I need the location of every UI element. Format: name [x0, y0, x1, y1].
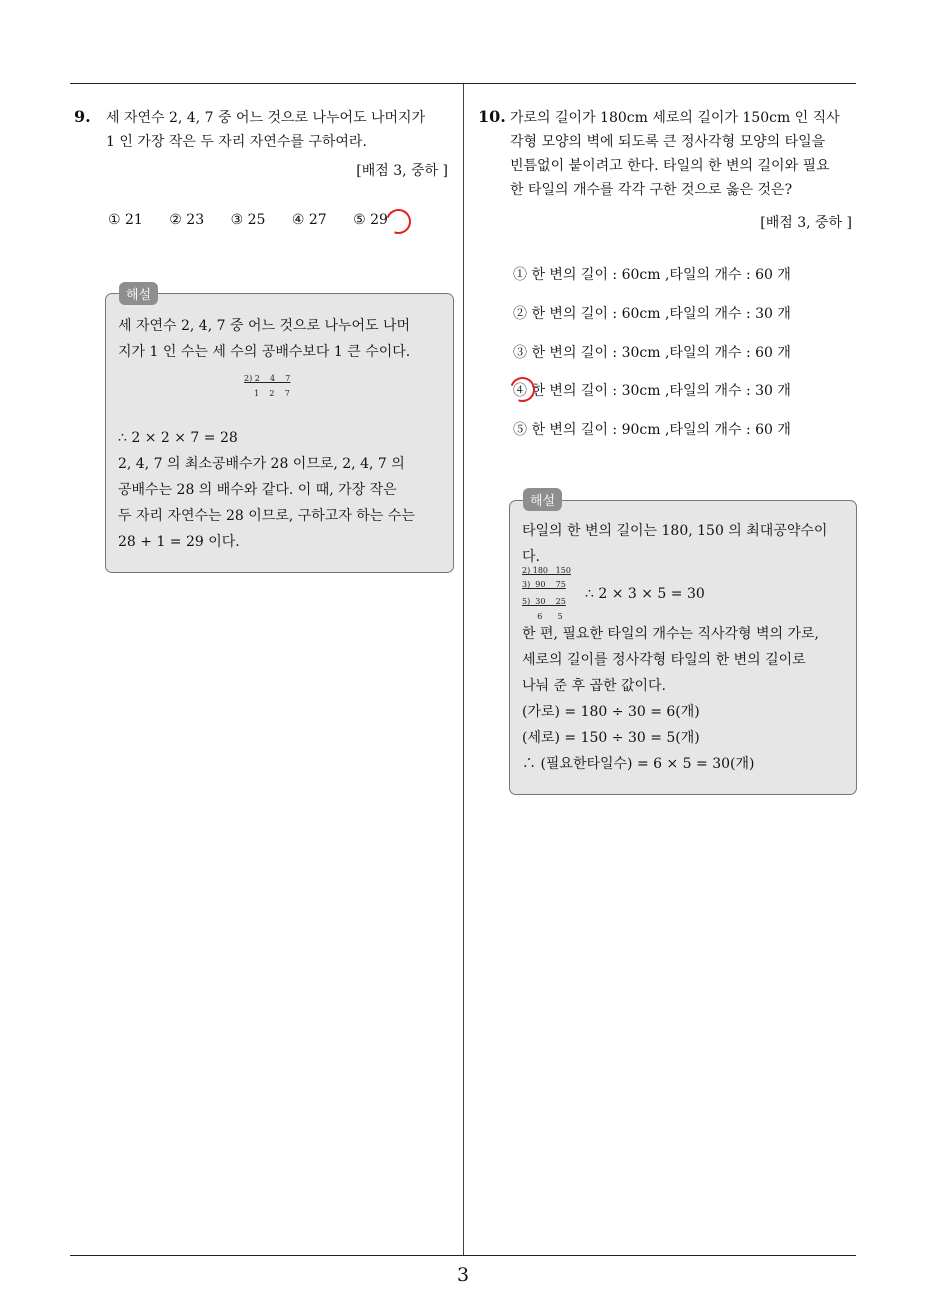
- q9-explanation-text-bottom: [118, 425, 448, 555]
- q9-choice-3[interactable]: ③ 25: [230, 212, 266, 228]
- q10-answer-circle-icon: [506, 373, 539, 406]
- q9-exp-line-5: 공배수는 28 의 배수와 같다. 이 때, 가장 작은: [118, 482, 397, 498]
- q10-number: 10.: [478, 107, 506, 126]
- q10-gcd-result: ∴ 2 × 3 × 5 = 30: [585, 586, 705, 602]
- q9-meta: [배점 3, 중하 ]: [356, 163, 448, 179]
- q9-exp-line-4: 2, 4, 7 의 최소공배수가 28 이므로, 2, 4, 7 의: [118, 456, 405, 472]
- q10-exp-line-6: (가로) = 180 ÷ 30 = 6(개): [522, 704, 700, 720]
- q10-meta: [배점 3, 중하 ]: [760, 215, 852, 231]
- q9-explanation-text-top: [118, 313, 448, 365]
- q9-division-row-2: 1 2 7: [244, 389, 290, 398]
- q10-line-4: 한 타일의 개수를 각각 구한 것으로 옳은 것은?: [510, 182, 793, 198]
- column-divider: [463, 84, 464, 1256]
- q9-exp-line-2: 지가 1 인 수는 세 수의 공배수보다 1 큰 수이다.: [118, 344, 411, 360]
- page-number: 3: [456, 1264, 470, 1286]
- q9-text: [106, 106, 456, 154]
- q10-line-2: 각형 모양의 벽에 되도록 큰 정사각형 모양의 타일을: [510, 134, 826, 150]
- q9-number: 9.: [74, 107, 91, 126]
- bottom-rule: [70, 1255, 856, 1256]
- q10-text: [510, 106, 860, 202]
- q9-line-1: 세 자연수 2, 4, 7 중 어느 것으로 나누어도 나머지가: [106, 110, 426, 126]
- q9-exp-line-1: 세 자연수 2, 4, 7 중 어느 것으로 나누어도 나머: [118, 318, 411, 334]
- q9-choice-4[interactable]: ④ 27: [291, 212, 327, 228]
- q9-line-2: 1 인 가장 작은 두 자리 자연수를 구하여라.: [106, 134, 367, 150]
- q10-division-row-2: 3) 90 75: [522, 580, 566, 589]
- q10-exp-line-3: 한 편, 필요한 타일의 개수는 직사각형 벽의 가로,: [522, 626, 820, 642]
- q10-division-row-3: 5) 30 25: [522, 597, 566, 606]
- q10-option-5[interactable]: ⑤ 한 변의 길이 : 90cm ,타일의 개수 : 60 개: [513, 422, 791, 438]
- q10-option-2[interactable]: ② 한 변의 길이 : 60cm ,타일의 개수 : 30 개: [513, 306, 791, 322]
- q9-exp-line-7: 28 + 1 = 29 이다.: [118, 534, 240, 550]
- q10-exp-line-5: 나눠 준 후 곱한 값이다.: [522, 678, 666, 694]
- q10-division-row-4: 6 5: [522, 612, 563, 621]
- q10-option-1[interactable]: ① 한 변의 길이 : 60cm ,타일의 개수 : 60 개: [513, 267, 791, 283]
- q9-choice-5[interactable]: ⑤ 29: [353, 212, 388, 228]
- q10-explanation-text-top: [522, 518, 852, 570]
- q9-exp-line-6: 두 자리 자연수는 28 이므로, 구하고자 하는 수는: [118, 508, 415, 524]
- q10-option-3[interactable]: ③ 한 변의 길이 : 30cm ,타일의 개수 : 60 개: [513, 345, 791, 361]
- q9-choice-1[interactable]: ① 21: [108, 212, 143, 228]
- q9-exp-line-3: ∴ 2 × 2 × 7 = 28: [118, 430, 238, 446]
- q9-explanation-tag: 해설: [119, 282, 158, 305]
- q9-choices: [108, 212, 410, 228]
- q10-option-4[interactable]: ④ 한 변의 길이 : 30cm ,타일의 개수 : 30 개: [513, 383, 791, 399]
- q10-exp-line-2: 다.: [522, 549, 540, 565]
- q9-answer-circle-icon: [382, 205, 415, 238]
- q10-explanation-tag: 해설: [523, 488, 562, 511]
- q9-choice-2[interactable]: ② 23: [169, 212, 205, 228]
- q10-line-1: 가로의 길이가 180cm 세로의 길이가 150cm 인 직사: [510, 110, 840, 126]
- q9-division-row-1: 2) 2 4 7: [244, 374, 291, 383]
- q10-exp-line-7: (세로) = 150 ÷ 30 = 5(개): [522, 730, 700, 746]
- q10-exp-line-1: 타일의 한 변의 길이는 180, 150 의 최대공약수이: [522, 523, 828, 539]
- q10-explanation-text-bottom: [522, 621, 852, 777]
- q10-division-row-1: 2) 180 150: [522, 566, 571, 575]
- q10-exp-line-8: ∴ (필요한타일수) = 6 × 5 = 30(개): [522, 756, 755, 772]
- q10-exp-line-4: 세로의 길이를 정사각형 타일의 한 변의 길이로: [522, 652, 806, 668]
- q10-line-3: 빈틈없이 붙이려고 한다. 타일의 한 변의 길이와 필요: [510, 158, 830, 174]
